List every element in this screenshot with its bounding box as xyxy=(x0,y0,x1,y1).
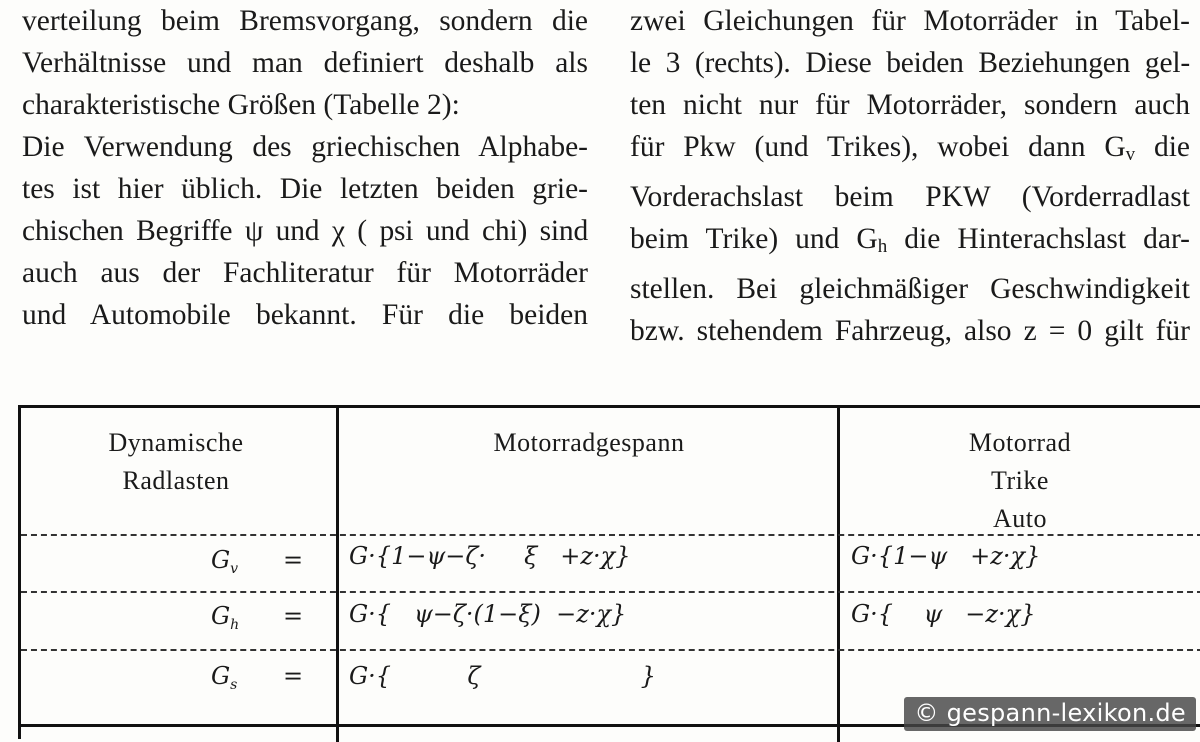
right-line-4-end: die xyxy=(1135,131,1190,163)
left-line-2: Verhältnisse und man definiert deshalb als xyxy=(22,47,588,79)
row-gh-label-sub: h xyxy=(230,617,240,633)
row-gh-label-main: G xyxy=(211,602,231,630)
left-line-5: tes ist hier üblich. Die letzten beiden grie- xyxy=(22,173,588,205)
row-gv-equals: = xyxy=(283,546,304,574)
header-col1-line1: Dynamische xyxy=(108,428,244,457)
row-gv-sidecar-formula: G·{1−ψ−ζ· ξ +z·χ} xyxy=(349,542,631,570)
left-line-7: auch aus der Fachliteratur für Motorräder xyxy=(22,257,588,289)
left-line-6: chischen Begriffe ψ und χ ( psi und chi) sind xyxy=(22,215,588,247)
row-gh-label xyxy=(211,602,239,633)
header-col3-line2: Trike xyxy=(991,466,1049,495)
row-gv-motorcycle-formula: G·{1−ψ +z·χ} xyxy=(851,542,1041,570)
right-line-2: le 3 (rechts). Diese beiden Beziehungen gel- xyxy=(630,47,1190,79)
right-line-7: stellen. Bei gleichmäßiger Geschwindigkeit xyxy=(630,273,1190,305)
left-line-1: verteilung beim Bremsvorgang, sondern die xyxy=(22,5,588,37)
header-col1-line2: Radlasten xyxy=(122,466,230,495)
row-gs-label-sub: s xyxy=(230,677,238,693)
header-dynamic-loads xyxy=(21,424,331,500)
table-row-rule-1 xyxy=(21,591,1200,593)
left-line-3: charakteristische Größen (Tabelle 2): xyxy=(22,89,460,121)
right-line-1: zwei Gleichungen für Motorräder in Tabel- xyxy=(630,5,1190,37)
right-line-4-text: für Pkw (und Trikes), wobei dann G xyxy=(630,131,1126,163)
right-text-column xyxy=(630,0,1190,347)
row-gs-label xyxy=(211,662,237,693)
row-gs-equals: = xyxy=(283,662,304,690)
right-line-4-subscript: v xyxy=(1125,144,1136,165)
right-line-3: ten nicht nur für Motorräder, sondern auch xyxy=(630,89,1190,121)
dynamic-wheel-load-table xyxy=(18,405,1200,739)
row-gv-label xyxy=(211,546,238,577)
right-line-5: Vorderachslast beim PKW (Vorderradlast xyxy=(630,181,1190,213)
copyright-watermark: © gespann-lexikon.de xyxy=(904,697,1196,731)
row-gv-label-sub: v xyxy=(230,561,239,577)
right-line-6-text: beim Trike) und G xyxy=(630,223,878,255)
left-text-column xyxy=(22,0,588,330)
right-line-6-end: die Hinterachslast dar- xyxy=(887,223,1190,255)
row-gh-motorcycle-formula: G·{ ψ −z·χ} xyxy=(851,600,1036,628)
row-gv-label-main: G xyxy=(211,546,231,574)
left-line-8: und Automobile bekannt. Für die beiden xyxy=(22,299,588,331)
right-line-6-subscript: h xyxy=(877,236,888,257)
header-motorcycle-trike-car xyxy=(840,424,1200,538)
right-line-8: bzw. stehendem Fahrzeug, also z = 0 gilt für xyxy=(630,315,1190,347)
table-row-rule-2 xyxy=(21,649,1200,651)
left-line-4: Die Verwendung des griechischen Alphabe- xyxy=(22,131,588,163)
row-gh-sidecar-formula: G·{ ψ−ζ·(1−ξ) −z·χ} xyxy=(349,600,627,628)
header-col3-line1: Motorrad xyxy=(968,428,1072,457)
row-gs-label-main: G xyxy=(211,662,231,690)
row-gs-sidecar-formula: G·{ ζ } xyxy=(349,662,656,690)
right-line-6 xyxy=(630,218,1190,268)
header-sidecar: Motorradgespann xyxy=(493,428,685,457)
right-line-4 xyxy=(630,126,1190,176)
row-gh-equals: = xyxy=(283,602,304,630)
header-col3-line3: Auto xyxy=(993,504,1047,533)
